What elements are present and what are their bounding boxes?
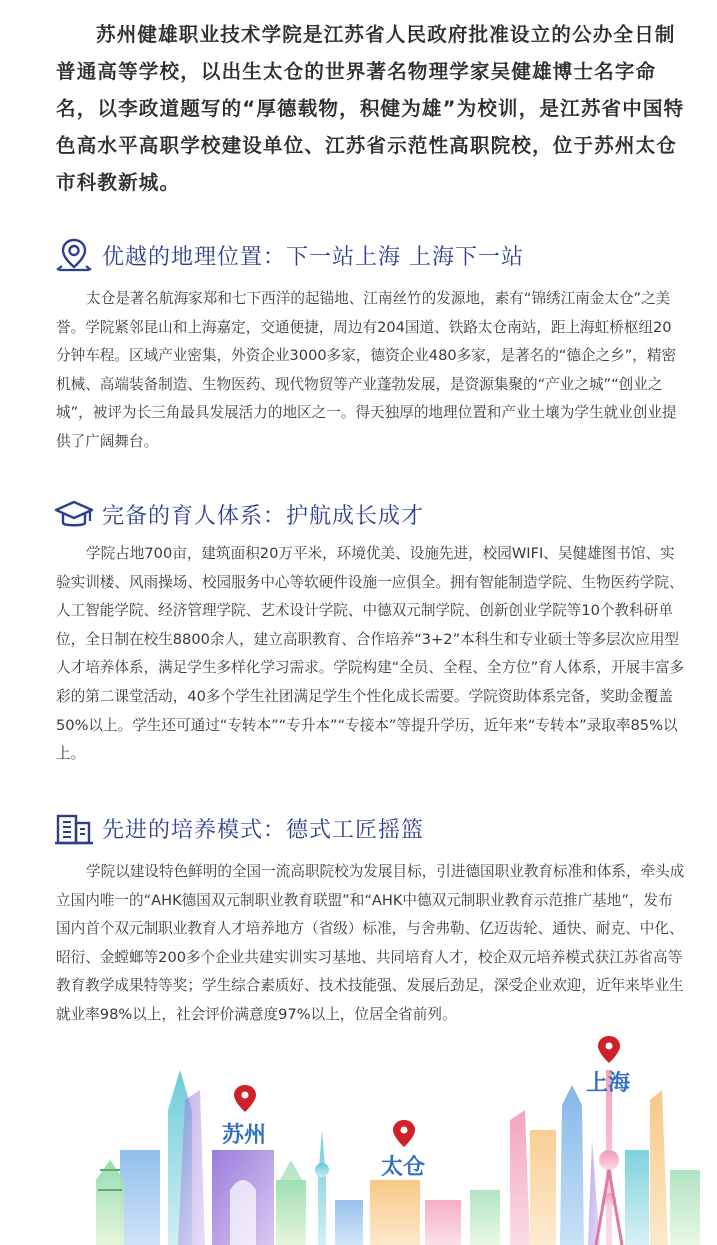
section-body-training: 学院以建设特色鲜明的全国一流高职院校为发展目标，引进德国职业教育标准和体系，牵头成立国内唯一的“AHK德国双元制职业教育联盟”和“AHK中德双元制职业教育示范推广基地”，发布国内首个双元制职业教育人才培养地方（省级）标准，与舍弗勒、亿迈齿轮、通快、耐克、中化、昭衍、金螳螂等200多个企业共建实训实习基地、共同培育人才，校企双元培养模式获江苏省高等教育教学成果特等奖；学生综合素质好、技术技能强、发展后劲足，深受企业欢迎，近年来毕业生就业率98%以上，社会评价满意度97%以上，位居全省前列。 bbox=[56, 863, 685, 1023]
building-icon bbox=[54, 810, 94, 846]
section-heading-education bbox=[54, 496, 424, 532]
map-pin-icon bbox=[234, 1085, 256, 1112]
city-label-taicang: 太仓 bbox=[381, 1155, 426, 1180]
city-label-shanghai: 上海 bbox=[586, 1071, 631, 1096]
section-title-training: 先进的培养模式：德式工匠摇篮 bbox=[102, 817, 425, 843]
graduation-cap-icon bbox=[54, 496, 94, 532]
city-skyline-illustration bbox=[0, 1030, 717, 1245]
section-body-education: 学院占地700亩，建筑面积20万平米，环境优美、设施先进，校园WIFI、吴健雄图书馆、实验实训楼、风雨操场、校园服务中心等软硬件设施一应俱全。拥有智能制造学院、生物医药学院、人工智能学院、经济管理学院、艺术设计学院、中德双元制学院、创新创业学院等10个教科研单位，全日制在校生8800余人，建立高职教育、合作培养“3+2”本科生和专业硕士等多层次应用型人才培养体系，满足学生多样化学习需求。学院构建“全员、全程、全方位”育人体系，开展丰富多彩的第二课堂活动，40多个学生社团满足学生个性化成长需要。学院资助体系完备，奖助金覆盖50%以上。学生还可通过“专转本”“专升本”“专接本”等提升学历，近年来“专转本”录取率85%以上。 bbox=[56, 545, 685, 763]
location-pin-icon bbox=[54, 237, 94, 273]
map-pin-icon bbox=[598, 1036, 620, 1063]
section-heading-training bbox=[54, 810, 424, 846]
intro-paragraph: 苏州健雄职业技术学院是江苏省人民政府批准设立的公办全日制普通高等学校，以出生太仓的世界著名物理学家吴健雄博士名字命名，以李政道题写的“厚德载物，积健为雄”为校训，是江苏省中国特色高水平高职学校建设单位、江苏省示范性高职院校，位于苏州太仓市科教新城。 bbox=[56, 23, 685, 194]
section-heading-location bbox=[54, 237, 524, 273]
section-title-education: 完备的育人体系：护航成长成才 bbox=[102, 503, 425, 529]
map-pin-icon bbox=[393, 1120, 415, 1147]
section-title-location: 优越的地理位置：下一站上海 上海下一站 bbox=[102, 244, 524, 270]
section-body-location: 太仓是著名航海家郑和七下西洋的起锚地、江南丝竹的发源地，素有“锦绣江南金太仓”之美誉。学院紧邻昆山和上海嘉定，交通便捷，周边有204国道、铁路太仓南站，距上海虹桥枢纽20分钟车程。区域产业密集，外资企业3000多家，德资企业480多家，是著名的“德企之乡”，精密机械、高端装备制造、生物医药、现代物贸等产业蓬勃发展，是资源集聚的“产业之城”“创业之城”，被评为长三角最具发展活力的地区之一。得天独厚的地理位置和产业土壤为学生就业创业提供了广阔舞台。 bbox=[56, 290, 677, 450]
city-label-suzhou: 苏州 bbox=[222, 1123, 267, 1148]
